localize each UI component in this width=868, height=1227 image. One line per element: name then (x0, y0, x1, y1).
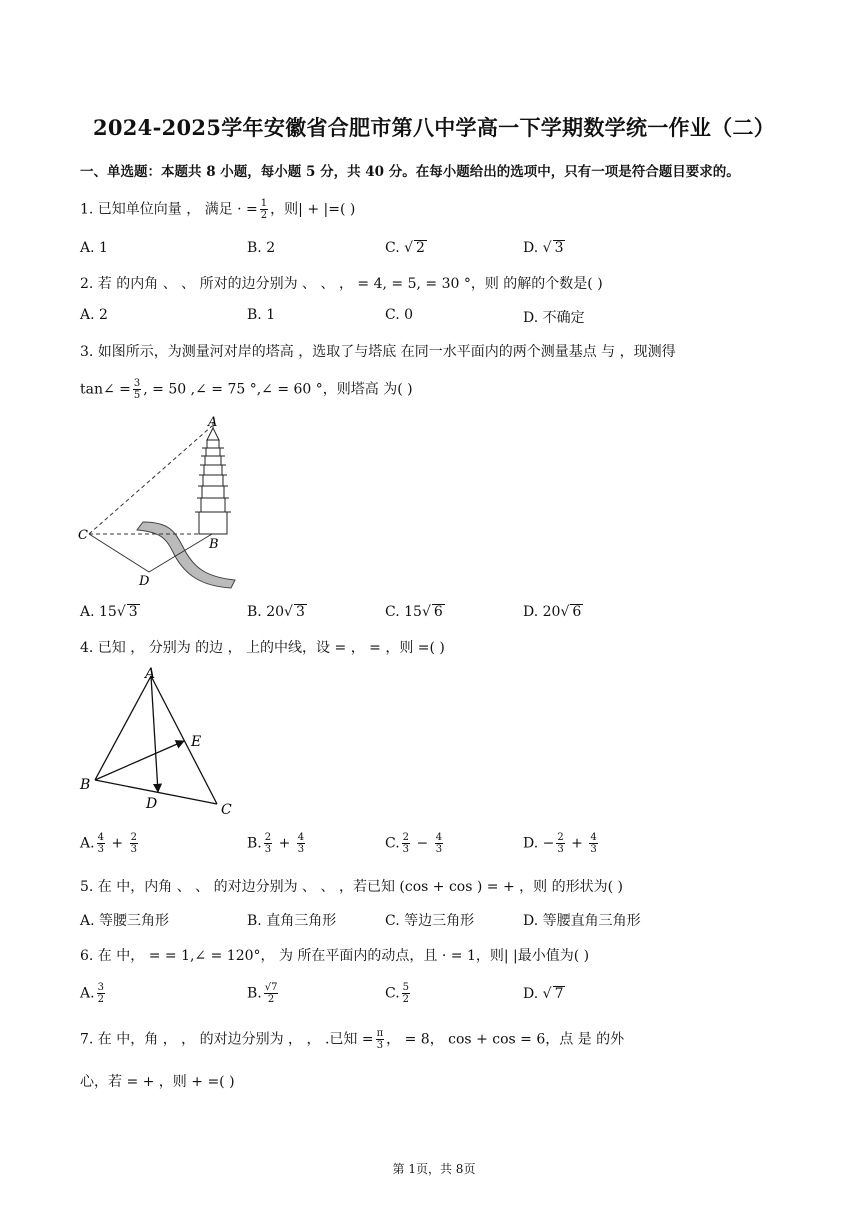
q6-option-d: D. √ 7 (523, 986, 564, 1002)
section-heading: 一、单选题：本题共 8 小题，每小题 5 分，共 40 分。在每小题给出的选项中，只有一项是符合题目要求的。 (80, 164, 740, 180)
q4-d-label: D. − (523, 835, 555, 852)
q1-option-c: C. √ 2 (385, 240, 425, 256)
q6-c-frac (402, 982, 410, 1005)
q4-c-frac2 (435, 832, 443, 855)
q4-a-f2d: 3 (130, 844, 137, 855)
q3-label-a: A (208, 415, 218, 430)
q1-option-d: D. √ 3 (523, 240, 564, 256)
q1-d-label: D. (523, 240, 543, 256)
q3-l2-pre: tan∠ = (80, 381, 131, 398)
q3-label-d: D (139, 574, 150, 589)
q6-a-den: 2 (97, 994, 104, 1005)
q4-a-f2n: 2 (130, 832, 137, 843)
q1-stem-post: ，则| + |=( ) (270, 201, 356, 218)
q4-label-c: C (221, 802, 232, 818)
q6-d-label: D. (523, 986, 543, 1002)
q2-option-a: A. 2 (80, 307, 108, 323)
q4-label-e: E (191, 734, 202, 750)
line-db (149, 534, 212, 572)
q7-l1-post: ， = 8， cos + cos = 6，点 是 的外 (386, 1031, 625, 1048)
side-ac (151, 676, 217, 804)
q3-d-label: D. 20 (523, 604, 561, 620)
q2-option-d: D. 不确定 (523, 310, 585, 326)
question-1 (80, 198, 355, 221)
q1-option-b: B. 2 (247, 240, 276, 256)
pagoda (195, 422, 231, 534)
q1-stem-pre: 1. 已知单位向量 ， 满足 · = (80, 201, 258, 218)
q3-c-label: C. 15 (385, 604, 422, 620)
q5-option-a: A. 等腰三角形 (80, 913, 170, 929)
q5-option-b: B. 直角三角形 (247, 913, 337, 929)
q1-frac-den: 2 (260, 210, 268, 221)
q1-fraction (260, 198, 268, 221)
q4-a-f1d: 3 (97, 844, 104, 855)
q4-c-frac1 (402, 832, 410, 855)
q6-a-frac (97, 982, 105, 1005)
q4-label-a: A (145, 666, 156, 682)
q4-b-f2n: 4 (297, 832, 305, 843)
question-2: 2. 若 的内角 、 、 所对的边分别为 、 、 ， = 4, = 5, = 30 °，则 的解的个数是( ) (80, 276, 603, 292)
line-ca (89, 426, 212, 534)
q4-a-frac1 (97, 832, 105, 855)
q4-option-c (385, 832, 445, 855)
q3-option-b: B. 20√ 3 (247, 604, 305, 620)
q4-triangle-figure (75, 664, 245, 820)
q6-b-label: B. (247, 985, 262, 1002)
q4-a-frac2 (130, 832, 138, 855)
q1-option-a: A. 1 (80, 240, 108, 256)
side-ab (95, 676, 151, 780)
page-footer: 第 1页，共 8页 (392, 1162, 476, 1176)
q4-b-frac2 (297, 832, 305, 855)
question-6: 6. 在 中， = = 1,∠ = 120°， 为 所在平面内的动点，且 · = 1，则| |最小值为( ) (80, 948, 590, 964)
q4-c-f2n: 4 (435, 832, 443, 843)
q4-option-b (247, 832, 307, 855)
q3-c-radicand: 6 (433, 604, 443, 620)
q7-frac-den: 3 (376, 1040, 384, 1051)
question-4: 4. 已知 ， 分别为 的边 ， 上的中线，设 = ， = ，则 =( ) (80, 640, 445, 656)
q1-c-radicand: 2 (416, 240, 425, 256)
q3-a-label: A. 15 (80, 604, 117, 620)
q4-a-f1n: 4 (97, 832, 104, 843)
q3-b-label: B. 20 (247, 604, 285, 620)
q3-frac-den: 5 (133, 390, 141, 401)
q4-b-f2d: 3 (297, 844, 305, 855)
q4-b-label: B. (247, 835, 262, 852)
q4-option-d (523, 832, 600, 855)
q1-frac-num: 1 (260, 198, 268, 209)
q4-option-a (80, 832, 140, 855)
q4-c-f1d: 3 (402, 844, 410, 855)
q7-frac-num: π (376, 1028, 384, 1039)
q4-d-frac1 (556, 832, 564, 855)
q4-d-f1d: 3 (557, 844, 564, 855)
q4-c-f2d: 3 (435, 844, 443, 855)
q3-label-c: C (78, 528, 88, 543)
q3-l2-post: , = 50 ,∠ = 75 °,∠ = 60 °，则塔高 为( ) (143, 381, 413, 398)
q4-d-frac2 (589, 832, 597, 855)
q6-c-num: 5 (402, 982, 410, 993)
q6-a-label: A. (80, 985, 95, 1002)
q1-d-radicand: 3 (554, 240, 564, 256)
q6-option-a (80, 982, 107, 1005)
q4-d-f2n: 4 (590, 832, 597, 843)
q4-d-f1n: 2 (557, 832, 564, 843)
q4-label-d: D (146, 796, 158, 812)
q2-option-b: B. 1 (247, 307, 276, 323)
median-ad (151, 676, 158, 792)
q7-fraction (376, 1028, 385, 1051)
q4-b-frac1 (264, 832, 272, 855)
q3-a-radicand: 3 (128, 604, 138, 620)
q4-a-label: A. (80, 835, 95, 852)
line-cd (89, 534, 149, 572)
median-be (95, 741, 184, 780)
q4-c-label: C. (385, 835, 400, 852)
q6-option-b (247, 982, 280, 1005)
q4-b-op: + (274, 835, 295, 852)
q4-d-op: + (566, 835, 588, 852)
question-7-line1 (80, 1028, 624, 1051)
q4-b-f1d: 3 (264, 844, 272, 855)
q6-b-den: 2 (267, 994, 275, 1005)
q6-c-label: C. (385, 985, 400, 1002)
q4-label-b: B (80, 777, 91, 793)
q6-a-num: 3 (97, 982, 104, 993)
q3-label-b: B (209, 537, 219, 552)
q5-option-c: C. 等边三角形 (385, 913, 475, 929)
q6-c-den: 2 (402, 994, 410, 1005)
q4-c-f1n: 2 (402, 832, 410, 843)
q4-a-op: + (106, 835, 128, 852)
q6-d-radicand: 7 (554, 986, 564, 1002)
q4-b-f1n: 2 (264, 832, 272, 843)
q3-fraction (133, 378, 141, 401)
question-3-line1: 3. 如图所示，为测量河对岸的塔高 ，选取了与塔底 在同一水平面内的两个测量基点 与 ，现测得 (80, 344, 676, 360)
q3-d-radicand: 6 (572, 604, 582, 620)
page-title: 2024-2025学年安徽省合肥市第八中学高一下学期数学统一作业（二） (92, 115, 776, 140)
q4-c-op: − (412, 835, 433, 852)
q6-b-frac (264, 982, 279, 1005)
q2-option-c: C. 0 (385, 307, 414, 323)
question-3-line2 (80, 378, 413, 401)
question-7-line2: 心，若 = + ，则 + =( ) (80, 1074, 235, 1090)
q3-option-d: D. 20√ 6 (523, 604, 582, 620)
q3-tower-figure (75, 412, 245, 592)
q3-frac-num: 3 (133, 378, 141, 389)
question-5: 5. 在 中，内角 、 、 的对边分别为 、 、 ，若已知 (cos + cos ) = + ，则 的形状为( ) (80, 879, 623, 895)
q3-option-a: A. 15√ 3 (80, 604, 138, 620)
q1-c-label: C. (385, 240, 405, 256)
q7-l1-pre: 7. 在 中，角 ， ， 的对边分别为 ， ， .已知 = (80, 1031, 374, 1048)
q6-option-c (385, 982, 412, 1005)
q3-b-radicand: 3 (295, 604, 305, 620)
q4-d-f2d: 3 (590, 844, 597, 855)
q5-option-d: D. 等腰直角三角形 (523, 913, 641, 929)
q6-b-num: √7 (264, 982, 278, 993)
q3-option-c: C. 15√ 6 (385, 604, 443, 620)
